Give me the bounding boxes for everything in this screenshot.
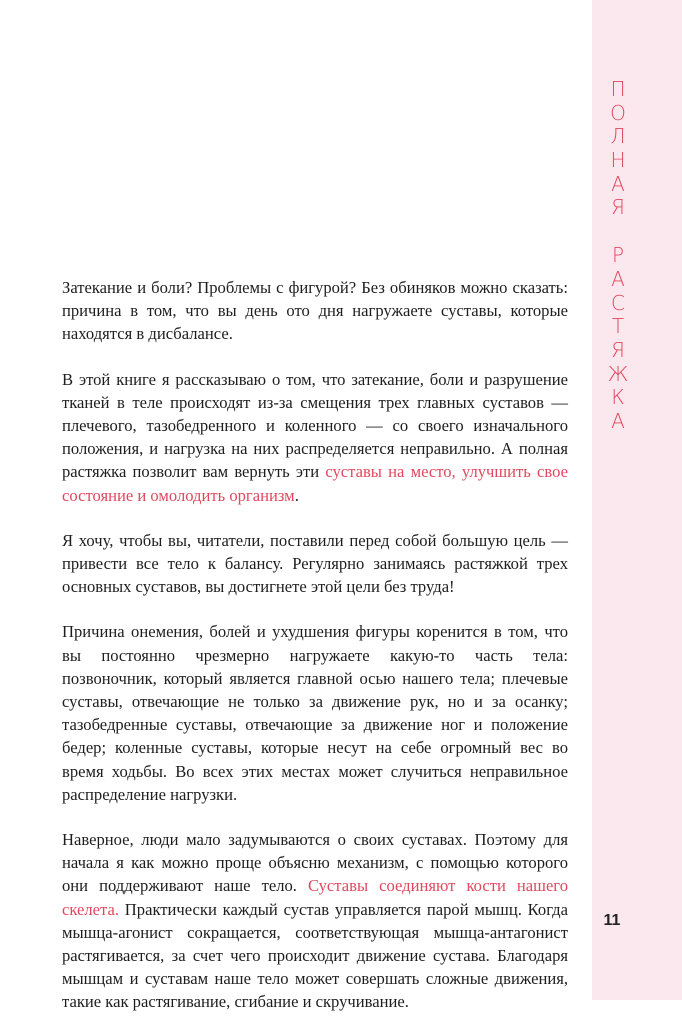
title-letter: П [610, 77, 626, 101]
paragraph-2-text: В этой книге я рассказываю о том, что затекание, боли и разрушение тканей в теле происходят из-за смещения трех главных суставов — плечевого, тазобедренного и коленного — со своего изначального положения, и нагрузка на них распределяется неправильно. А полная растяжка позволит вам вернуть эти [62, 369, 568, 482]
title-letter: С [611, 290, 625, 315]
paragraph-2 [62, 368, 568, 507]
title-letter: О [610, 100, 626, 125]
title-letter: А [611, 408, 625, 433]
title-letter: А [611, 266, 625, 291]
title-letter: К [611, 385, 625, 410]
title-letter: Т [611, 314, 625, 339]
paragraph-4: Причина онемения, болей и ухудшения фигуры коренится в том, что вы постоянно чрезмерно нагружаете какую-то часть тела: позвоночник, который является главной осью нашего тела; плечевые суставы, отвечающие не только за движение рук, но и за осанку; тазобедренные суставы, отвечающие за движение ног и положение бедер; коленные суставы, которые несут на себе огромный вес во время ходьбы. Во всех этих местах может случиться неправильное распределение нагрузки. [62, 622, 568, 804]
paragraph-5 [62, 828, 568, 1014]
body-text [62, 276, 568, 1036]
paragraph-3: Я хочу, чтобы вы, читатели, поставили перед собой большую цель — привести все тело к балансу. Регулярно занимаясь растяжкой трех основных суставов, вы достигнете этой цели без труда! [62, 530, 568, 597]
title-letter: Р [611, 243, 625, 268]
paragraph-1: Затекание и боли? Проблемы с фигурой? Без обиняков можно сказать: причина в том, что вы день ото дня нагружаете суставы, которые находятся в дисбалансе. [62, 278, 568, 344]
title-letter: Ж [607, 361, 629, 386]
title-letter: Я [611, 195, 625, 220]
paragraph-5-end: Практически каждый сустав управляется парой мышц. Когда мышца-агонист сокращается, соответствующая мышца-антагонист растягивается, за счет чего происходит движение сустава. Благодаря мышцам и суставам наше тело может совершать сложные движения, такие как растягивание, сгибание и скручивание. [62, 899, 568, 1012]
title-letter: Я [611, 337, 625, 362]
paragraph-2-highlight: суставы на место, улучшить свое состояние и омолодить организм [62, 462, 568, 505]
title-letter: Л [610, 124, 626, 149]
paragraph-5-text: Наверное, люди мало задумываются о своих суставах. Поэтому для начала я как можно проще объясню механизм, с помощью которого они поддерживают наше тело. [62, 830, 568, 896]
title-letter: А [611, 171, 625, 196]
paragraph-2-end: . [294, 485, 299, 505]
page-number: 11 [603, 912, 621, 929]
paragraph-5-highlight: Суставы соединяют кости нашего скелета. [62, 876, 568, 919]
sidebar-vertical-title [598, 78, 638, 434]
title-letter: Н [610, 148, 626, 173]
